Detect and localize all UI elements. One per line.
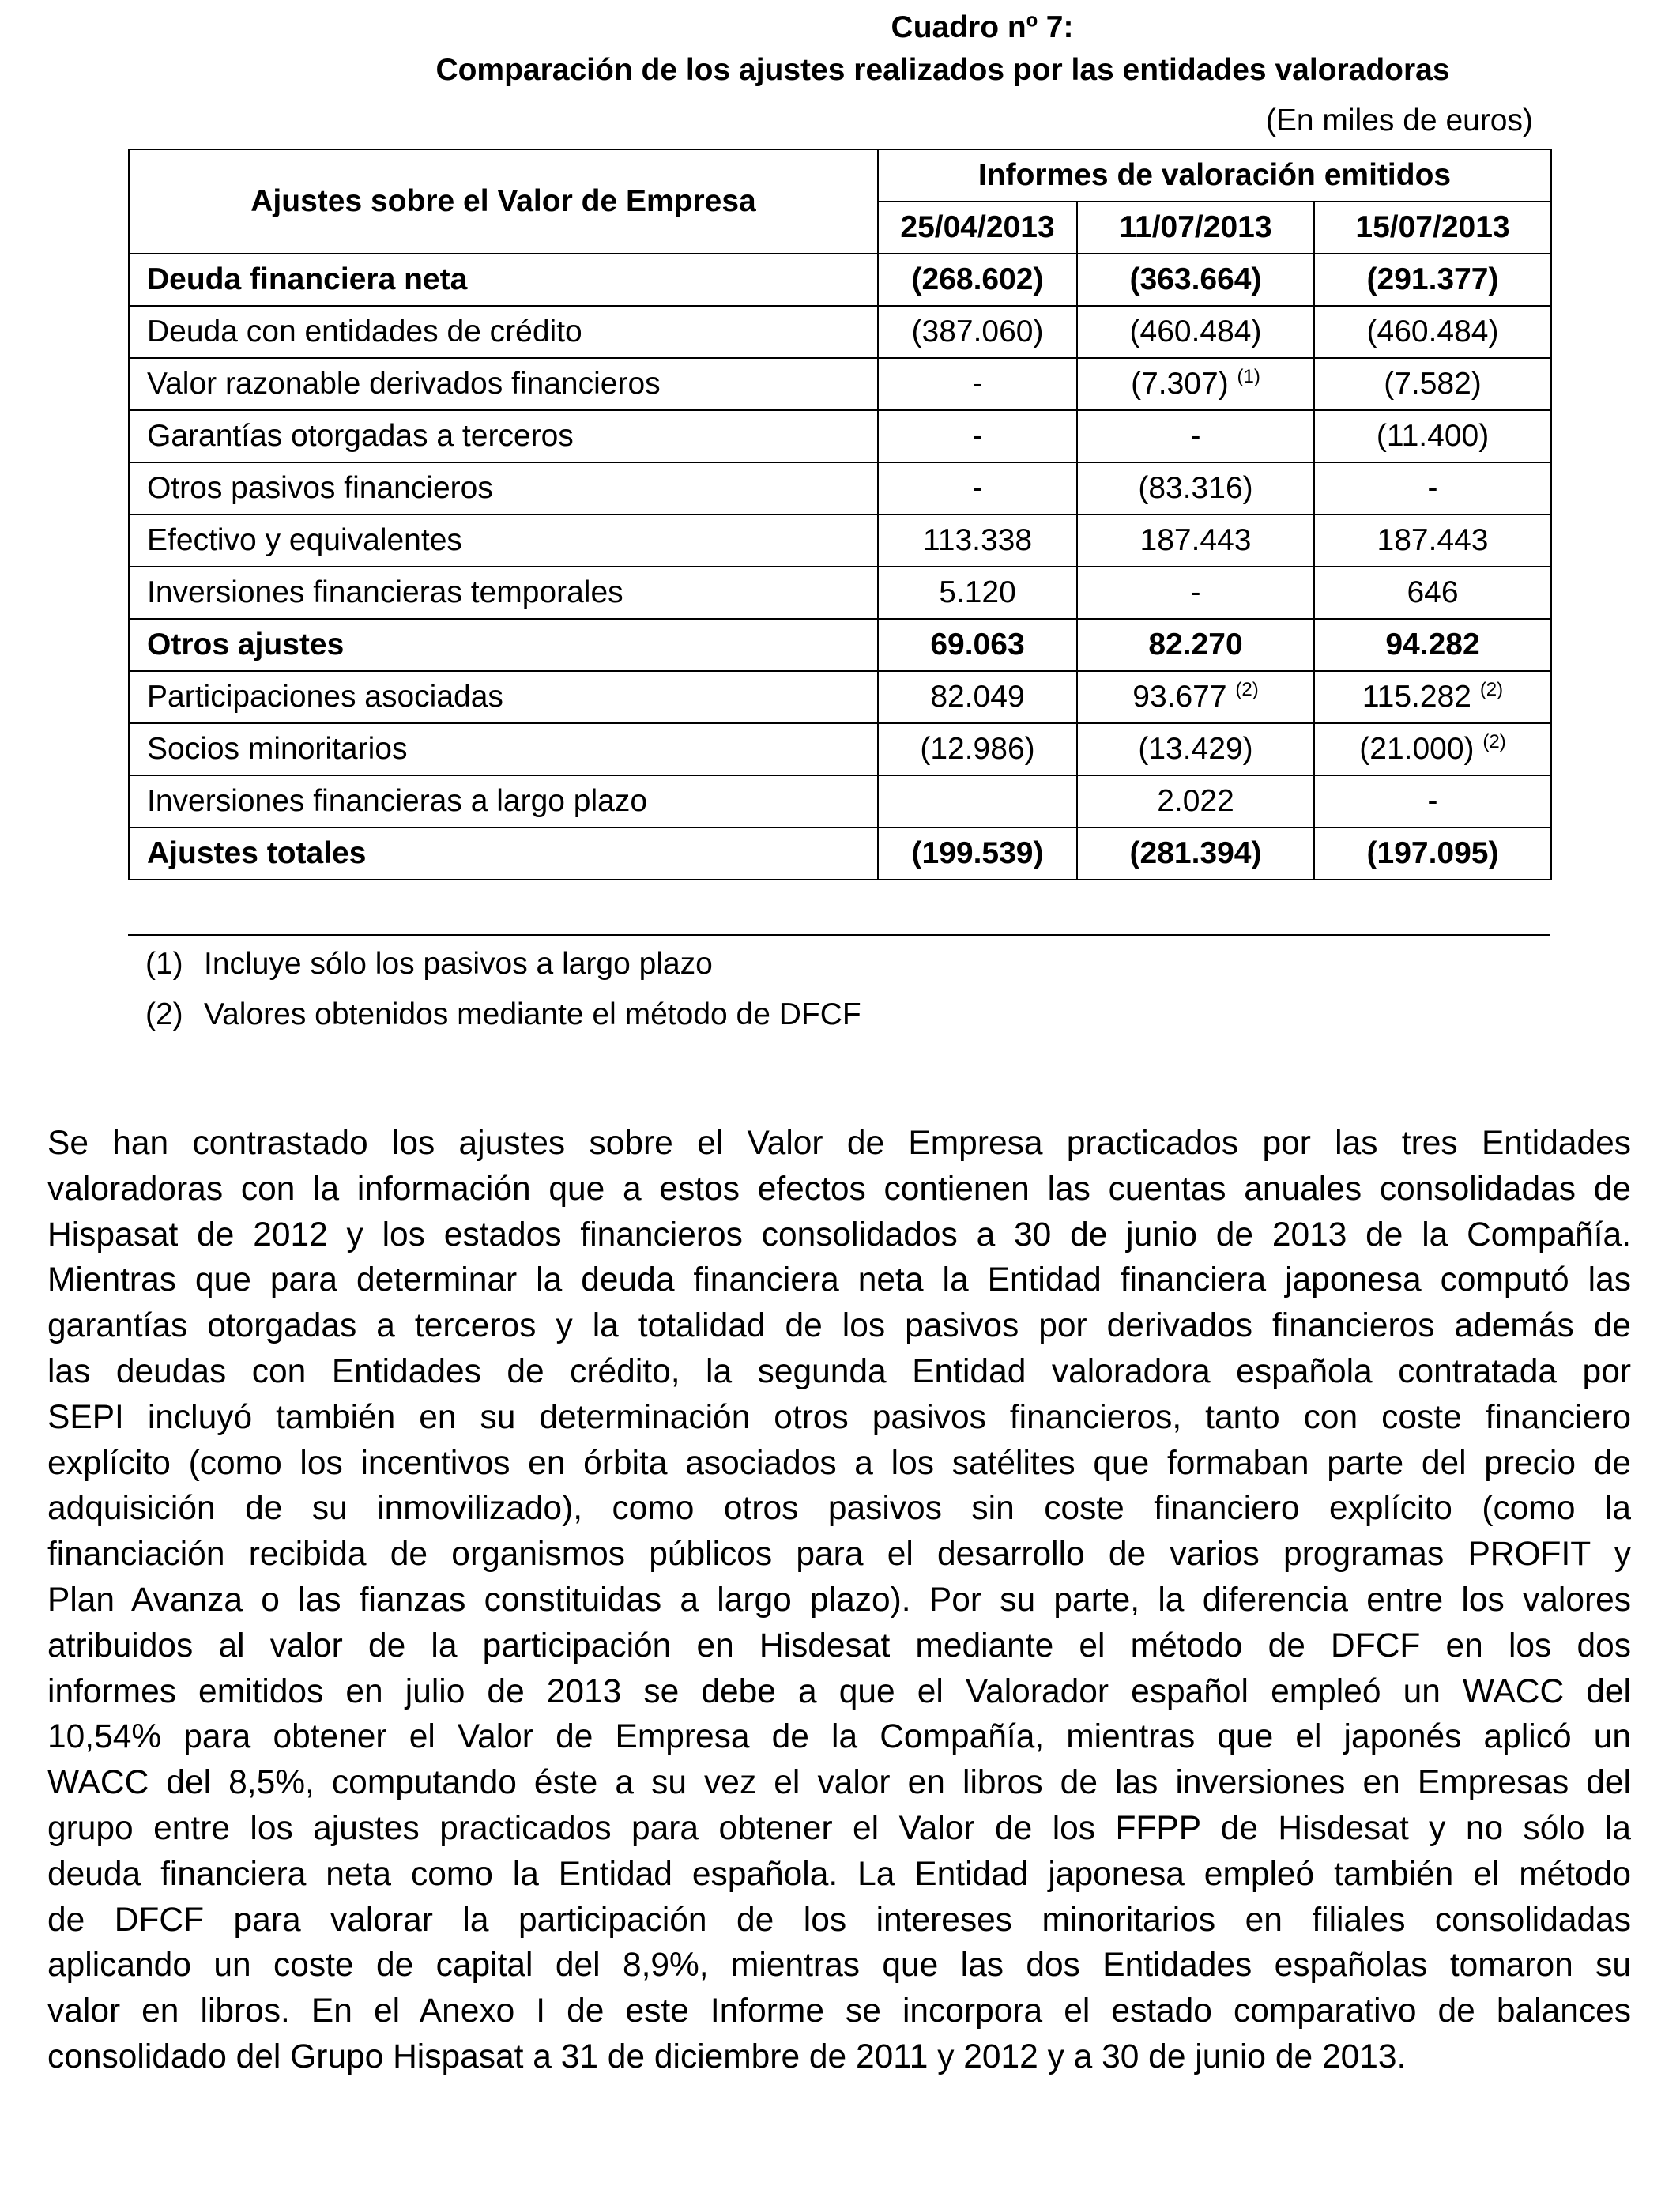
value-cell-2	[1077, 619, 1314, 671]
value-cell-3	[1314, 358, 1551, 410]
value-cell-3	[1314, 671, 1551, 723]
table-title: Comparación de los ajustes realizados por las entidades valoradoras	[435, 53, 1450, 87]
cell-value: (268.602)	[911, 262, 1044, 296]
cell-value: (199.539)	[911, 836, 1044, 870]
cell-value: (460.484)	[1129, 315, 1262, 349]
value-cell-1	[878, 827, 1077, 880]
cell-value: 5.120	[939, 575, 1016, 609]
cell-value: 187.443	[1377, 523, 1489, 557]
paragraph-line: 10,54% para obtener el Valor de Empresa de la Compañía, mientras que el japonés aplicó un	[47, 1718, 1631, 1756]
cell-value: (460.484)	[1366, 315, 1499, 349]
paragraph-line: SEPI incluyó también en su determinación otros pasivos financieros, tanto con coste financiero	[47, 1398, 1631, 1436]
value-cell-3	[1314, 775, 1551, 827]
cell-value: (11.400)	[1376, 419, 1490, 453]
row-label: Efectivo y equivalentes	[129, 515, 878, 567]
table-row	[129, 306, 1551, 358]
cell-value: (12.986)	[920, 732, 1035, 766]
table-row	[129, 358, 1551, 410]
paragraph-line: garantías otorgadas a terceros y la totalidad de los pasivos por derivados financieros además de	[47, 1307, 1631, 1345]
footnote-text: Incluye sólo los pasivos a largo plazo	[204, 947, 713, 981]
paragraph-line: de DFCF para valorar la participación de los intereses minoritarios en filiales consolidadas	[47, 1901, 1631, 1939]
body-paragraph	[47, 1121, 1631, 2080]
footnote-1	[145, 946, 713, 982]
paragraph-line: informes emitidos en julio de 2013 se debe a que el Valorador español empleó un WACC del	[47, 1672, 1631, 1710]
cell-value: 94.282	[1385, 628, 1480, 662]
header-date-2: 11/07/2013	[1077, 202, 1314, 254]
cell-value: 113.338	[922, 523, 1033, 557]
value-cell-1	[878, 515, 1077, 567]
value-cell-2	[1077, 410, 1314, 462]
cell-value: (83.316)	[1138, 471, 1253, 505]
cell-value: (13.429)	[1138, 732, 1253, 766]
cell-value: 115.282	[1362, 680, 1471, 714]
value-cell-3	[1314, 827, 1551, 880]
footnote-marker: (2)	[1479, 679, 1504, 700]
cell-value: (7.307)	[1131, 367, 1229, 401]
table-row	[129, 254, 1551, 306]
paragraph-line: valor en libros. En el Anexo I de este Informe se incorpora el estado comparativo de balances	[47, 1992, 1631, 2030]
cell-value: 82.270	[1148, 628, 1243, 662]
paragraph-line: Hispasat de 2012 y los estados financieros consolidados a 30 de junio de 2013 de la Compañía.	[47, 1216, 1631, 1253]
row-label: Ajustes totales	[129, 827, 878, 880]
value-cell-3	[1314, 515, 1551, 567]
value-cell-1	[878, 358, 1077, 410]
cell-value: 69.063	[930, 628, 1025, 662]
row-label: Inversiones financieras temporales	[129, 567, 878, 619]
cell-value: (197.095)	[1366, 836, 1499, 870]
paragraph-line: explícito (como los incentivos en órbita asociados a los satélites que formaban parte del precio de	[47, 1444, 1631, 1482]
cell-value: -	[1427, 471, 1438, 505]
footnote-divider	[128, 934, 1550, 936]
table-row	[129, 619, 1551, 671]
value-cell-3	[1314, 462, 1551, 515]
paragraph-line: valoradoras con la información que a estos efectos contienen las cuentas anuales consolidadas de	[47, 1170, 1631, 1208]
value-cell-2	[1077, 515, 1314, 567]
adjustments-table	[128, 149, 1552, 880]
row-label: Deuda con entidades de crédito	[129, 306, 878, 358]
value-cell-1	[878, 462, 1077, 515]
value-cell-2	[1077, 306, 1314, 358]
cell-value: (363.664)	[1129, 262, 1262, 296]
value-cell-3	[1314, 254, 1551, 306]
cell-value: (291.377)	[1366, 262, 1499, 296]
value-cell-2	[1077, 567, 1314, 619]
value-cell-1	[878, 306, 1077, 358]
row-label: Deuda financiera neta	[129, 254, 878, 306]
footnote-2	[145, 997, 861, 1033]
footnote-text: Valores obtenidos mediante el método de DFCF	[204, 997, 861, 1031]
value-cell-2	[1077, 462, 1314, 515]
paragraph-line: grupo entre los ajustes practicados para obtener el Valor de los FFPP de Hisdesat y no sólo la	[47, 1809, 1631, 1847]
row-label: Garantías otorgadas a terceros	[129, 410, 878, 462]
footnote-number: (1)	[145, 947, 183, 981]
table-row	[129, 775, 1551, 827]
cell-value: 93.677	[1132, 680, 1227, 714]
paragraph-line: adquisición de su inmovilizado), como otros pasivos sin coste financiero explícito (como la	[47, 1490, 1631, 1528]
cell-value: 2.022	[1157, 784, 1234, 818]
footnote-marker: (2)	[1482, 731, 1506, 752]
cell-value: -	[1427, 784, 1438, 818]
row-label: Valor razonable derivados financieros	[129, 358, 878, 410]
footnote-marker: (2)	[1235, 679, 1259, 700]
cell-value: (7.582)	[1384, 367, 1482, 401]
value-cell-1	[878, 723, 1077, 775]
value-cell-3	[1314, 619, 1551, 671]
footnote-marker: (1)	[1237, 366, 1260, 387]
table-row	[129, 515, 1551, 567]
cell-value: 187.443	[1139, 523, 1252, 557]
paragraph-line: deuda financiera neta como la Entidad española. La Entidad japonesa empleó también el método	[47, 1855, 1631, 1893]
value-cell-1	[878, 254, 1077, 306]
paragraph-line: WACC del 8,5%, computando éste a su vez el valor en libros de las inversiones en Empresas del	[47, 1764, 1631, 1802]
header-date-3: 15/07/2013	[1314, 202, 1551, 254]
cell-value: 646	[1407, 575, 1459, 609]
value-cell-2	[1077, 358, 1314, 410]
header-adjustments: Ajustes sobre el Valor de Empresa	[129, 149, 878, 254]
value-cell-2	[1077, 827, 1314, 880]
paragraph-line: las deudas con Entidades de crédito, la segunda Entidad valoradora española contratada por	[47, 1352, 1631, 1390]
units-note: (En miles de euros)	[1265, 104, 1533, 138]
cell-value: (21.000)	[1359, 732, 1475, 766]
row-label: Otros pasivos financieros	[129, 462, 878, 515]
paragraph-line: financiación recibida de organismos públicos para el desarrollo de varios programas PROFIT y	[47, 1536, 1631, 1574]
table-body	[129, 254, 1551, 880]
paragraph-line: Se han contrastado los ajustes sobre el Valor de Empresa practicados por las tres Entidades	[47, 1125, 1631, 1162]
cell-value: (387.060)	[911, 315, 1044, 349]
row-label: Otros ajustes	[129, 619, 878, 671]
value-cell-3	[1314, 410, 1551, 462]
cell-value: -	[1190, 419, 1201, 453]
cell-value: -	[972, 419, 983, 453]
paragraph-line: consolidado del Grupo Hispasat a 31 de diciembre de 2011 y 2012 y a 30 de junio de 2013.	[47, 2038, 1407, 2075]
value-cell-2	[1077, 775, 1314, 827]
value-cell-1	[878, 775, 1077, 827]
value-cell-1	[878, 619, 1077, 671]
paragraph-line: aplicando un coste de capital del 8,9%, mientras que las dos Entidades españolas tomaron su	[47, 1947, 1631, 1985]
cell-value: 82.049	[930, 680, 1025, 714]
value-cell-3	[1314, 723, 1551, 775]
table-row	[129, 462, 1551, 515]
value-cell-2	[1077, 723, 1314, 775]
table-number-title: Cuadro nº 7:	[891, 10, 1074, 44]
table-row	[129, 723, 1551, 775]
value-cell-3	[1314, 306, 1551, 358]
value-cell-2	[1077, 254, 1314, 306]
row-label: Inversiones financieras a largo plazo	[129, 775, 878, 827]
value-cell-2	[1077, 671, 1314, 723]
table-row	[129, 827, 1551, 880]
cell-value: (281.394)	[1129, 836, 1262, 870]
cell-value: -	[1190, 575, 1201, 609]
row-label: Socios minoritarios	[129, 723, 878, 775]
value-cell-1	[878, 567, 1077, 619]
table-row	[129, 410, 1551, 462]
cell-value: -	[972, 367, 983, 401]
table-row	[129, 671, 1551, 723]
header-date-1: 25/04/2013	[878, 202, 1077, 254]
header-reports-group: Informes de valoración emitidos	[878, 149, 1551, 202]
cell-value: -	[972, 471, 983, 505]
row-label: Participaciones asociadas	[129, 671, 878, 723]
value-cell-3	[1314, 567, 1551, 619]
table-row	[129, 567, 1551, 619]
paragraph-line: atribuidos al valor de la participación en Hisdesat mediante el método de DFCF en los dos	[47, 1627, 1631, 1664]
value-cell-1	[878, 671, 1077, 723]
footnote-number: (2)	[145, 997, 183, 1031]
value-cell-1	[878, 410, 1077, 462]
paragraph-line: Plan Avanza o las fianzas constituidas a largo plazo). Por su parte, la diferencia entre los valores	[47, 1581, 1631, 1619]
paragraph-line: Mientras que para determinar la deuda financiera neta la Entidad financiera japonesa computó las	[47, 1261, 1631, 1299]
